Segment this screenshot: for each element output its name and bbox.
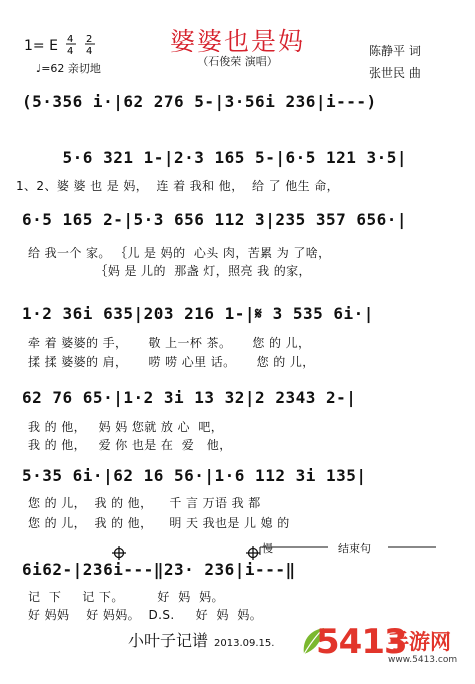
song-title: 婆婆也是妈 <box>169 27 305 56</box>
ending-label: 结束句 <box>338 542 371 555</box>
lyric-line: 我 的 他， 妈 妈 您就 放 心 吧， <box>28 420 224 434</box>
lyricist: 陈静平 词 <box>369 44 421 58</box>
performer-credit: （石俊荣 演唱） <box>197 55 278 68</box>
svg-text:4: 4 <box>67 46 74 56</box>
time-signature-icon <box>66 32 102 60</box>
notation-line: (5·356 i·|62 276 5-|3·56i 236|i---) <box>22 92 377 111</box>
notation-line: 5·6 321 1-|2·3 165 5-|6·5 121 3·5| <box>22 148 408 167</box>
lyric-line: 牵 着 婆婆的 手， 敬 上一杯 茶。 您 的 儿， <box>28 336 311 350</box>
lyric-line: ｛妈 是 儿的 那盏 灯，照亮 我 的家， <box>28 264 311 278</box>
credits <box>369 40 421 84</box>
composer: 张世民 曲 <box>369 66 421 80</box>
tempo-marking: ♩=62 亲切地 <box>36 62 101 75</box>
svg-text:2: 2 <box>86 34 93 45</box>
lyric-line: 记 下 记 下。 好 妈 妈。 <box>28 590 224 604</box>
lyric-line: 1、2、婆 婆 也 是 妈， 连 着 我和 他， 给 了 他生 命， <box>16 179 340 193</box>
transcription-date: 2013.09.15. <box>214 638 275 649</box>
site-logo-number: 5413 <box>316 622 407 662</box>
notation-line: 62 76 65·|1·2 3i 13 32|2 2343 2-| <box>22 388 357 407</box>
key-signature <box>24 32 102 60</box>
lyric-line: 您 的 儿， 我 的 他， 明 天 我也是 儿 媳 的 <box>28 516 290 530</box>
lyric-line: 您 的 儿， 我 的 他， 千 言 万语 我 都 <box>28 496 261 510</box>
lyric-line: 我 的 他， 爱 你 也是 在 爱 他， <box>28 438 232 452</box>
transcriber-signature <box>128 628 274 651</box>
notation-line: 6i62-|236i---‖23· 236|i---‖ <box>22 560 296 579</box>
site-logo-url: www.5413.com <box>388 655 458 665</box>
lyric-line: 揉 揉 婆婆的 肩， 唠 唠 心里 话。 您 的 儿， <box>28 355 315 369</box>
notation-line: 5·35 6i·|62 16 56·|1·6 112 3i 135| <box>22 466 367 485</box>
notation-line: 6·5 165 2-|5·3 656 112 3|235 357 656·| <box>22 210 408 229</box>
key-text: 1= E <box>24 38 58 54</box>
lyric-line: 给 我一个 家。 ｛儿 是 妈的 心头 肉，苦累 为 了啥， <box>28 246 331 260</box>
svg-text:4: 4 <box>86 46 93 56</box>
notation-line: 1·2 36i 635|203 216 1-|𝄋 3 535 6i·| <box>22 304 374 323</box>
svg-text:4: 4 <box>67 34 74 45</box>
lyric-line: 好 妈妈 好 妈妈。 D.S. 好 妈 妈。 <box>28 608 263 622</box>
slow-label: 慢 <box>262 542 273 555</box>
signature-text: 小叶子记谱 <box>128 631 209 650</box>
site-logo-name: 手游网 <box>388 630 451 654</box>
site-logo[interactable] <box>310 622 470 678</box>
